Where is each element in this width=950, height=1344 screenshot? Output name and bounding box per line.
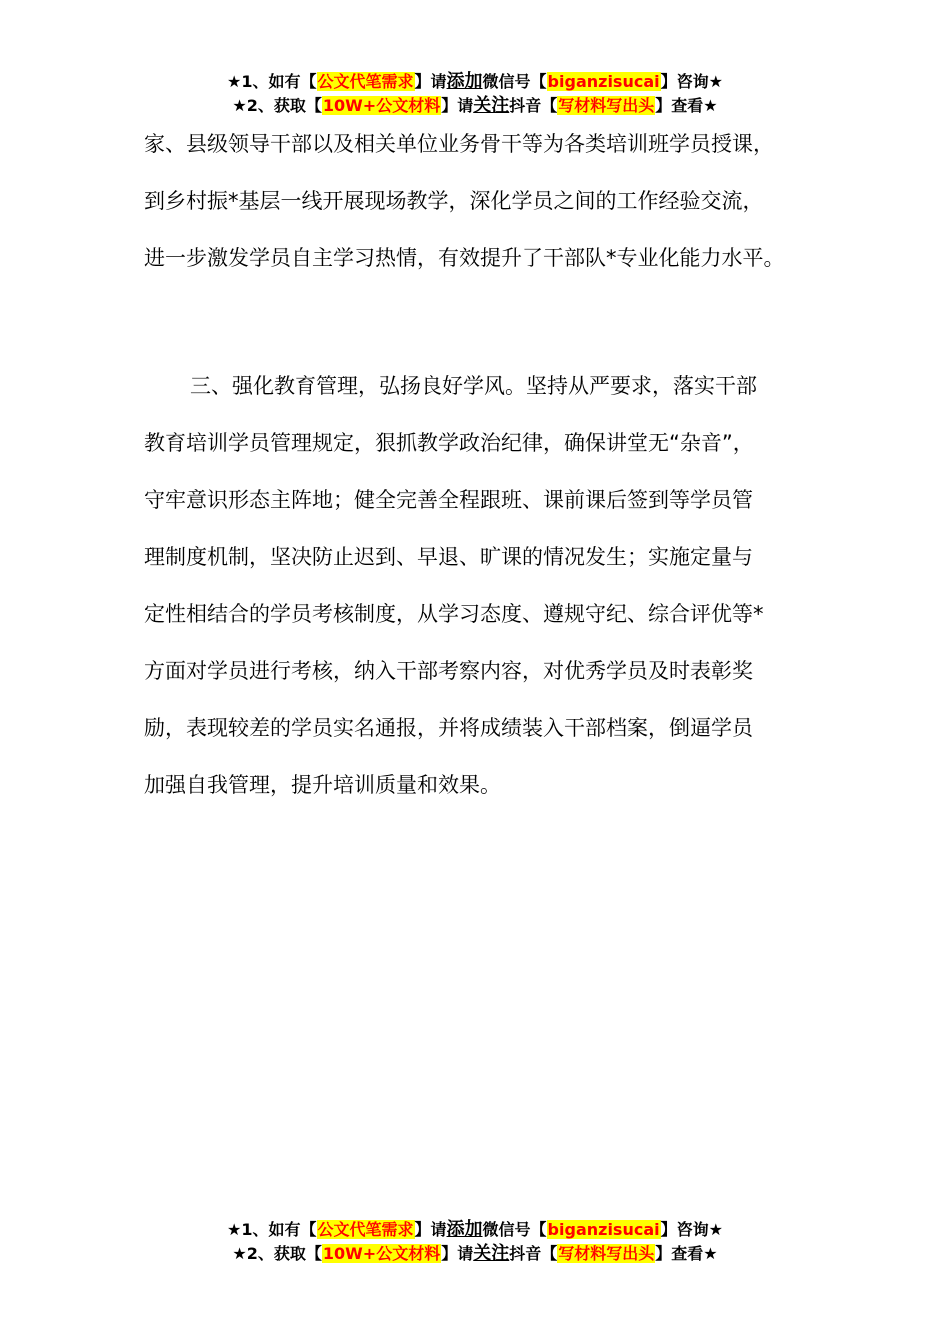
text-line: 到乡村振*基层一线开展现场教学，深化学员之间的工作经验交流， [144,189,764,213]
underlined-add: 添加 [446,71,483,92]
banner-line-1: ★1、如有【公文代笔需求】请添加微信号【biganzisucai】咨询★ [227,71,723,92]
text-line: 进一步激发学员自主学习热情，有效提升了干部队*专业化能力水平。 [144,246,785,270]
highlight-douyin: 写材料写出头 [558,1244,655,1263]
text-line: 定性相结合的学员考核制度，从学习态度、遵规守纪、综合评优等* [144,602,764,626]
text-line: 理制度机制，坚决防止迟到、早退、旷课的情况发生；实施定量与 [144,545,753,569]
highlight-materials: 10W+公文材料 [322,96,441,115]
underlined-follow: 关注 [473,1243,510,1264]
text-line: 教育培训学员管理规定，狠抓教学政治纪律，确保讲堂无“杂音”， [144,431,754,455]
highlight-materials: 10W+公文材料 [322,1244,441,1263]
paragraph-1 [144,116,834,287]
highlight-douyin: 写材料写出头 [558,96,655,115]
underlined-add: 添加 [446,1219,483,1240]
banner-line-1: ★1、如有【公文代笔需求】请添加微信号【biganzisucai】咨询★ [227,1219,723,1240]
header-banner [0,70,950,118]
text-line: 方面对学员进行考核，纳入干部考察内容，对优秀学员及时表彰奖 [144,659,753,683]
paragraph-2 [144,358,834,814]
highlight-wechat-id: biganzisucai [547,1220,660,1239]
underlined-follow: 关注 [473,95,510,116]
text-line: 励，表现较差的学员实名通报，并将成绩装入干部档案，倒逼学员 [144,716,753,740]
highlight-service: 公文代笔需求 [317,1220,414,1239]
highlight-wechat-id: biganzisucai [547,72,660,91]
text-line: 加强自我管理，提升培训质量和效果。 [144,773,501,797]
text-line: 守牢意识形态主阵地；健全完善全程跟班、课前课后签到等学员管 [144,488,753,512]
footer-banner [0,1218,950,1266]
highlight-service: 公文代笔需求 [317,72,414,91]
banner-line-2: ★2、获取【10W+公文材料】请关注抖音【写材料写出头】查看★ [232,95,718,116]
banner-line-2: ★2、获取【10W+公文材料】请关注抖音【写材料写出头】查看★ [232,1243,718,1264]
section-heading-line: 三、强化教育管理，弘扬良好学风。坚持从严要求，落实干部 [190,374,757,398]
text-line: 家、县级领导干部以及相关单位业务骨干等为各类培训班学员授课， [144,132,774,156]
